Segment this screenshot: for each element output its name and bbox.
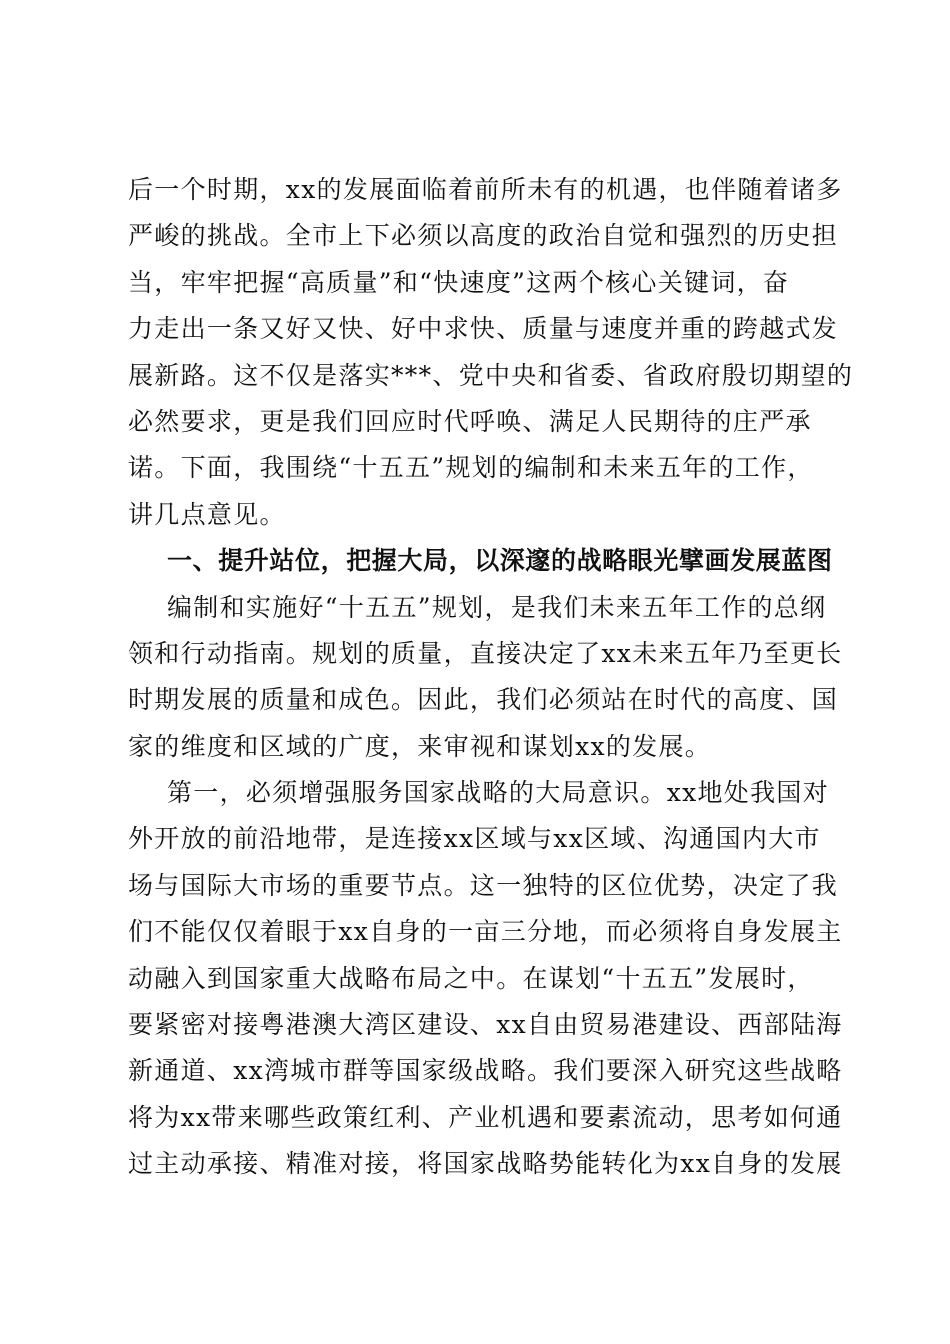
text-line: 要紧密对接粤港澳大湾区建设、xx自由贸易港建设、西部陆海 (128, 1010, 843, 1040)
text-line: 当，牢牢把握“高质量”和“快速度”这两个核心关键词，奋 (128, 267, 790, 297)
text-line: 讲几点意见。 (128, 499, 286, 529)
text-line: 后一个时期，xx的发展面临着前所未有的机遇，也伴随着诸多 (128, 175, 843, 204)
text-line: 编制和实施好“十五五”规划，是我们未来五年工作的总纲 (167, 592, 827, 622)
document-body (128, 167, 854, 1188)
paragraph-first-point (128, 770, 843, 1188)
paragraph-intro-continuation (128, 167, 854, 538)
text-line: 家的维度和区域的广度，来审视和谋划xx的发展。 (128, 731, 712, 761)
section-heading (128, 538, 833, 584)
section-heading-text: 一、提升站位，把握大局，以深邃的战略眼光擘画发展蓝图 (167, 546, 833, 576)
text-line: 展新路。这不仅是落实***、党中央和省委、省政府殷切期望的 (128, 360, 854, 390)
text-line: 严峻的挑战。全市上下必须以高度的政治自觉和强烈的历史担 (128, 221, 839, 251)
text-line: 领和行动指南。规划的质量，直接决定了xx未来五年乃至更长 (128, 638, 843, 668)
text-line: 过主动承接、精准对接，将国家战略势能转化为xx自身的发展 (128, 1149, 843, 1179)
text-line: 时期发展的质量和成色。因此，我们必须站在时代的高度、国 (128, 685, 839, 715)
text-line: 新通道、xx湾城市群等国家级战略。我们要深入研究这些战略 (128, 1056, 843, 1086)
text-line: 诺。下面，我围绕“十五五”规划的编制和未来五年的工作， (128, 453, 814, 483)
text-line: 将为xx带来哪些政策红利、产业机遇和要素流动，思考如何通 (128, 1102, 843, 1132)
paragraph-planning-overview (128, 585, 843, 771)
text-line: 动融入到国家重大战略布局之中。在谋划“十五五”发展时， (128, 963, 814, 993)
text-line: 必然要求，更是我们回应时代呼唤、满足人民期待的庄严承 (128, 406, 812, 436)
text-line: 外开放的前沿地带，是连接xx区域与xx区域、沟通国内大市 (128, 824, 821, 854)
text-line: 们不能仅仅着眼于xx自身的一亩三分地，而必须将自身发展主 (128, 917, 843, 947)
text-line: 场与国际大市场的重要节点。这一独特的区位优势，决定了我 (128, 870, 839, 900)
text-line: 力走出一条又好又快、好中求快、质量与速度并重的跨越式发 (128, 314, 839, 344)
text-line: 第一，必须增强服务国家战略的大局意识。xx地处我国对 (167, 778, 830, 808)
